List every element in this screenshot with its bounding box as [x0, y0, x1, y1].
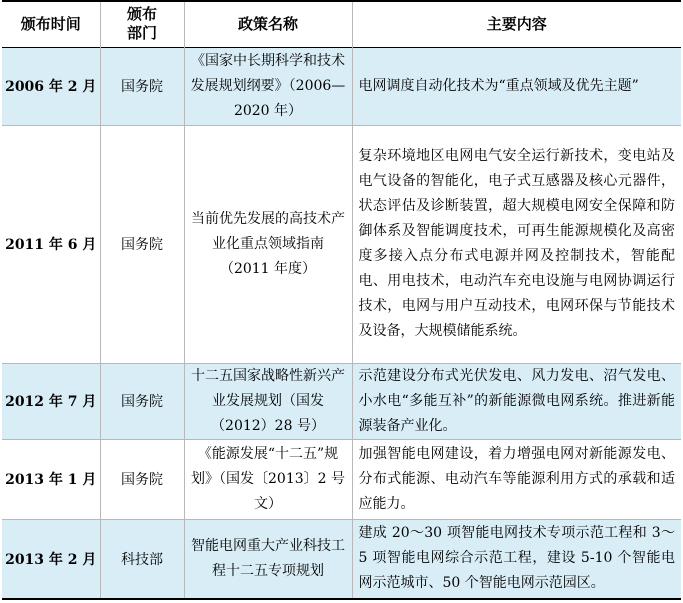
- cell-dept: 国务院: [100, 439, 184, 519]
- cell-date: 2013 年 2 月: [2, 519, 100, 599]
- table-row: [2, 47, 681, 125]
- table-row: [2, 363, 681, 439]
- table-body: [2, 47, 681, 599]
- cell-content: 复杂环境地区电网电气安全运行新技术，变电站及电气设备的智能化，电子式互感器及核心元器件，状态评估及诊断装置，超大规模电网安全保障和防御体系及智能调度技术，可再生能源规模化及高密度多接入点分布式电源并网及控制技术，智能配电、用电技术，电动汽车充电设施与电网协调运行技术，电网与用户互动技术，电网环保与节能技术及设备，大规模储能系统。: [352, 125, 681, 363]
- cell-dept: 国务院: [100, 47, 184, 125]
- table-row: [2, 519, 681, 599]
- cell-policy: 十二五国家战略性新兴产业发展规划（国发（2012）28 号）: [184, 363, 352, 439]
- header-date: 颁布时间: [20, 14, 81, 33]
- header-dept: [100, 1, 184, 47]
- header-row: [2, 1, 681, 47]
- cell-policy: 《国家中长期科学和技术发展规划纲要》（2006—2020 年）: [184, 47, 352, 125]
- table-row: [2, 125, 681, 363]
- table-header: [2, 1, 681, 47]
- cell-dept: 科技部: [100, 519, 184, 599]
- cell-content: 加强智能电网建设，着力增强电网对新能源发电、分布式能源、电动汽车等能源利用方式的承载和适应能力。: [352, 439, 681, 519]
- cell-date: 2013 年 1 月: [5, 472, 97, 488]
- policy-table: [2, 0, 681, 600]
- cell-dept: 国务院: [100, 125, 184, 363]
- cell-content: 电网调度自动化技术为“重点领域及优先主题”: [352, 47, 681, 125]
- cell-policy: 当前优先发展的高技术产业化重点领域指南（2011 年度）: [184, 125, 352, 363]
- cell-policy: 智能电网重大产业科技工程十二五专项规划: [184, 519, 352, 599]
- table-row: [2, 439, 681, 519]
- header-dept-label: 颁布部门: [126, 5, 157, 43]
- header-policy: 政策名称: [184, 1, 352, 47]
- header-content: 主要内容: [352, 1, 681, 47]
- cell-content: 示范建设分布式光伏发电、风力发电、沼气发电、小水电“多能互补”的新能源微电网系统。推进新能源装备产业化。: [352, 363, 681, 439]
- cell-date: 2011 年 6 月: [5, 237, 97, 253]
- cell-date: 2012 年 7 月: [2, 363, 100, 439]
- cell-content: 建成 20～30 项智能电网技术专项示范工程和 3～5 项智能电网综合示范工程，建设 5-10 个智能电网示范城市、50 个智能电网示范园区。: [352, 519, 681, 599]
- cell-date: 2006 年 2 月: [2, 47, 100, 125]
- cell-policy: 《能源发展“十二五”规划》（国发〔2013〕2 号文）: [184, 439, 352, 519]
- cell-dept: 国务院: [100, 363, 184, 439]
